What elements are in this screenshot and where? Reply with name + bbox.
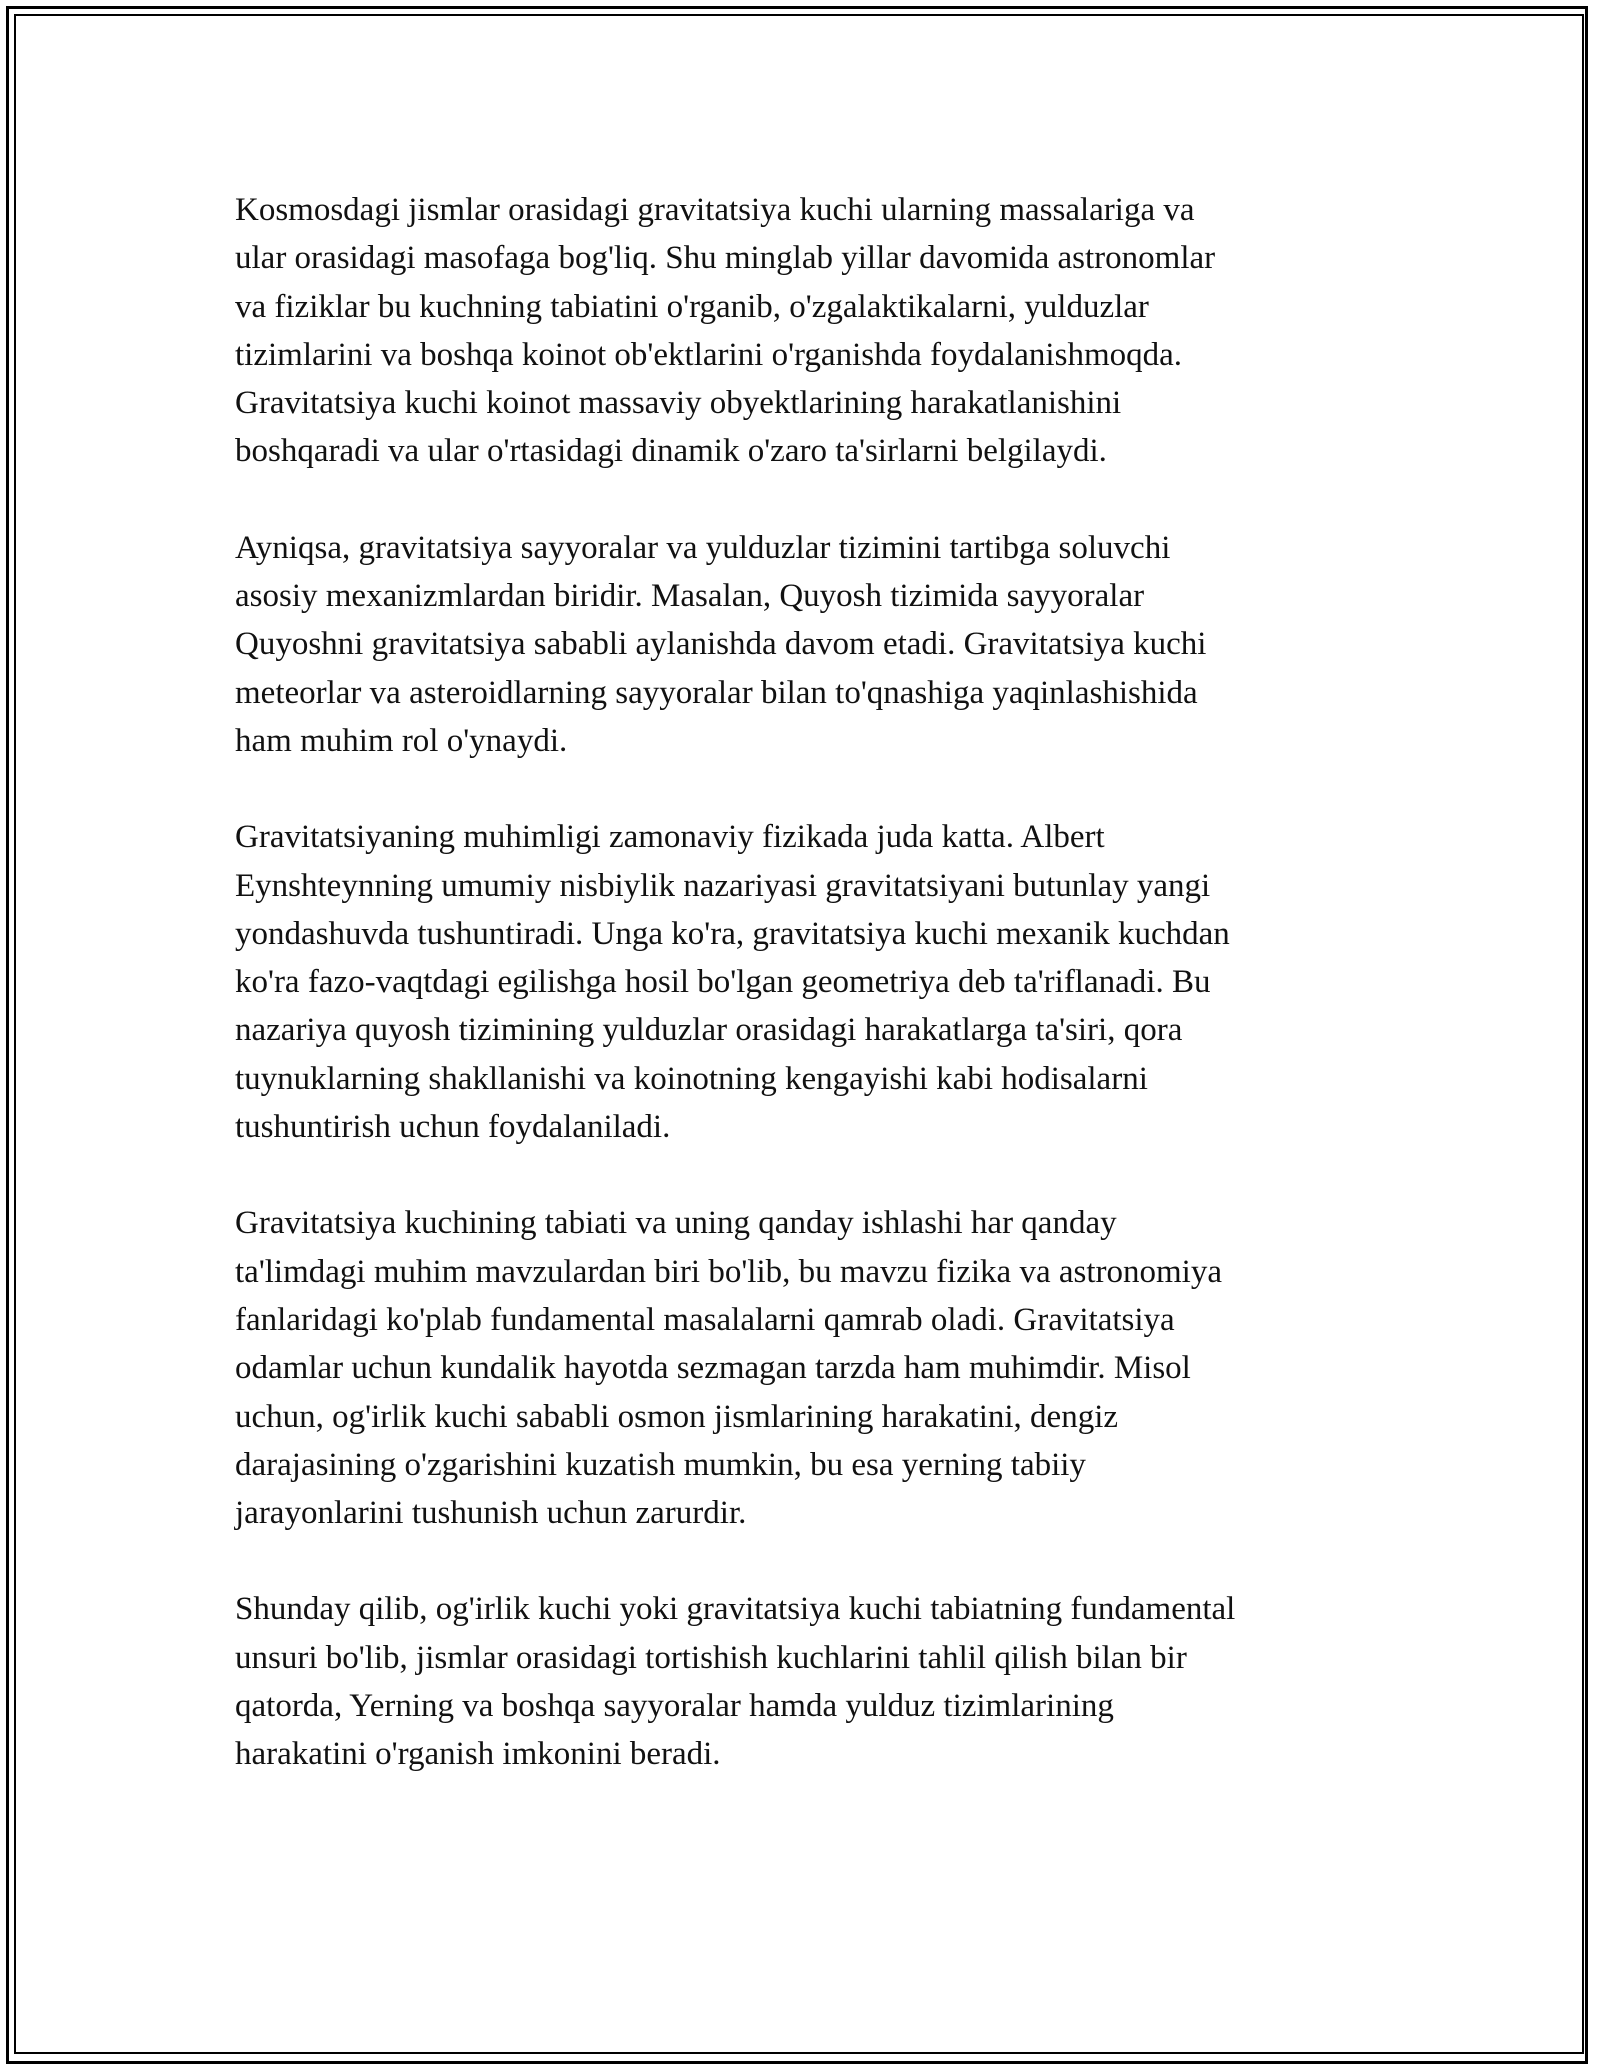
text-line: darajasining o'zgarishini kuzatish mumkin, bu esa yerning tabiiy (235, 1446, 1086, 1483)
text-line: ko'ra fazo-vaqtdagi egilishga hosil bo'lgan geometriya deb ta'riflanadi. Bu (235, 964, 1211, 1001)
paragraph-3 (235, 813, 1395, 1151)
text-line: Quyoshni gravitatsiya sababli aylanishda davom etadi. Gravitatsiya kuchi (235, 626, 1207, 663)
text-line: uchun, og'irlik kuchi sababli osmon jismlarining harakatini, dengiz (235, 1398, 1119, 1435)
text-line: odamlar uchun kundalik hayotda sezmagan tarzda ham muhimdir. Misol (235, 1350, 1191, 1387)
paragraph-4 (235, 1199, 1395, 1537)
text-line: harakatini o'rganish imkonini beradi. (235, 1736, 721, 1773)
text-line: tizimlarini va boshqa koinot ob'ektlarini o'rganishda foydalanishmoqda. (235, 336, 1183, 373)
paragraph-5 (235, 1585, 1395, 1778)
text-line: jarayonlarini tushunish uchun zarurdir. (235, 1495, 747, 1532)
text-line: nazariya quyosh tizimining yulduzlar orasidagi harakatlarga ta'siri, qora (235, 1012, 1183, 1049)
text-line: ta'limdagi muhim mavzulardan biri bo'lib, bu mavzu fizika va astronomiya (235, 1253, 1222, 1290)
text-line: Gravitatsiya kuchining tabiati va uning qanday ishlashi har qanday (235, 1205, 1117, 1242)
text-line: yondashuvda tushuntiradi. Unga ko'ra, gravitatsiya kuchi mexanik kuchdan (235, 915, 1230, 952)
text-line: Kosmosdagi jismlar orasidagi gravitatsiya kuchi ularning massalariga va (235, 192, 1195, 228)
text-line: meteorlar va asteroidlarning sayyoralar bilan to'qnashiga yaqinlashishida (235, 674, 1198, 711)
text-line: boshqaradi va ular o'rtasidagi dinamik o'zaro ta'sirlarni belgilaydi. (235, 433, 1107, 470)
text-line: va fiziklar bu kuchning tabiatini o'rganib, o'zgalaktikalarni, yulduzlar (235, 288, 1149, 325)
text-line: tuynuklarning shakllanishi va koinotning kengayishi kabi hodisalarni (235, 1060, 1148, 1097)
text-line: asosiy mexanizmlardan biridir. Masalan, Quyosh tizimida sayyoralar (235, 578, 1145, 615)
text-line: Gravitatsiyaning muhimligi zamonaviy fizikada juda katta. Albert (235, 819, 1105, 856)
text-line: tushuntirish uchun foydalaniladi. (235, 1109, 671, 1146)
text-line: Eynshteynning umumiy nisbiylik nazariyasi gravitatsiyani butunlay yangi (235, 867, 1211, 904)
text-line: fanlaridagi ko'plab fundamental masalalarni qamrab oladi. Gravitatsiya (235, 1301, 1175, 1338)
paragraph-2 (235, 524, 1395, 765)
paragraph-1 (235, 186, 1395, 476)
text-line: unsuri bo'lib, jismlar orasidagi tortishish kuchlarini tahlil qilish bilan bir (235, 1639, 1187, 1676)
text-line: ham muhim rol o'ynaydi. (235, 722, 568, 759)
text-line: qatorda, Yerning va boshqa sayyoralar hamda yulduz tizimlarining (235, 1688, 1114, 1725)
document-body (235, 186, 1395, 1827)
text-line: Gravitatsiya kuchi koinot massaviy obyektlarining harakatlanishini (235, 385, 1122, 422)
text-line: ular orasidagi masofaga bog'liq. Shu minglab yillar davomida astronomlar (235, 240, 1216, 277)
text-line: Shunday qilib, og'irlik kuchi yoki gravitatsiya kuchi tabiatning fundamental (235, 1591, 1236, 1628)
text-line: Ayniqsa, gravitatsiya sayyoralar va yulduzlar tizimini tartibga soluvchi (235, 529, 1171, 566)
